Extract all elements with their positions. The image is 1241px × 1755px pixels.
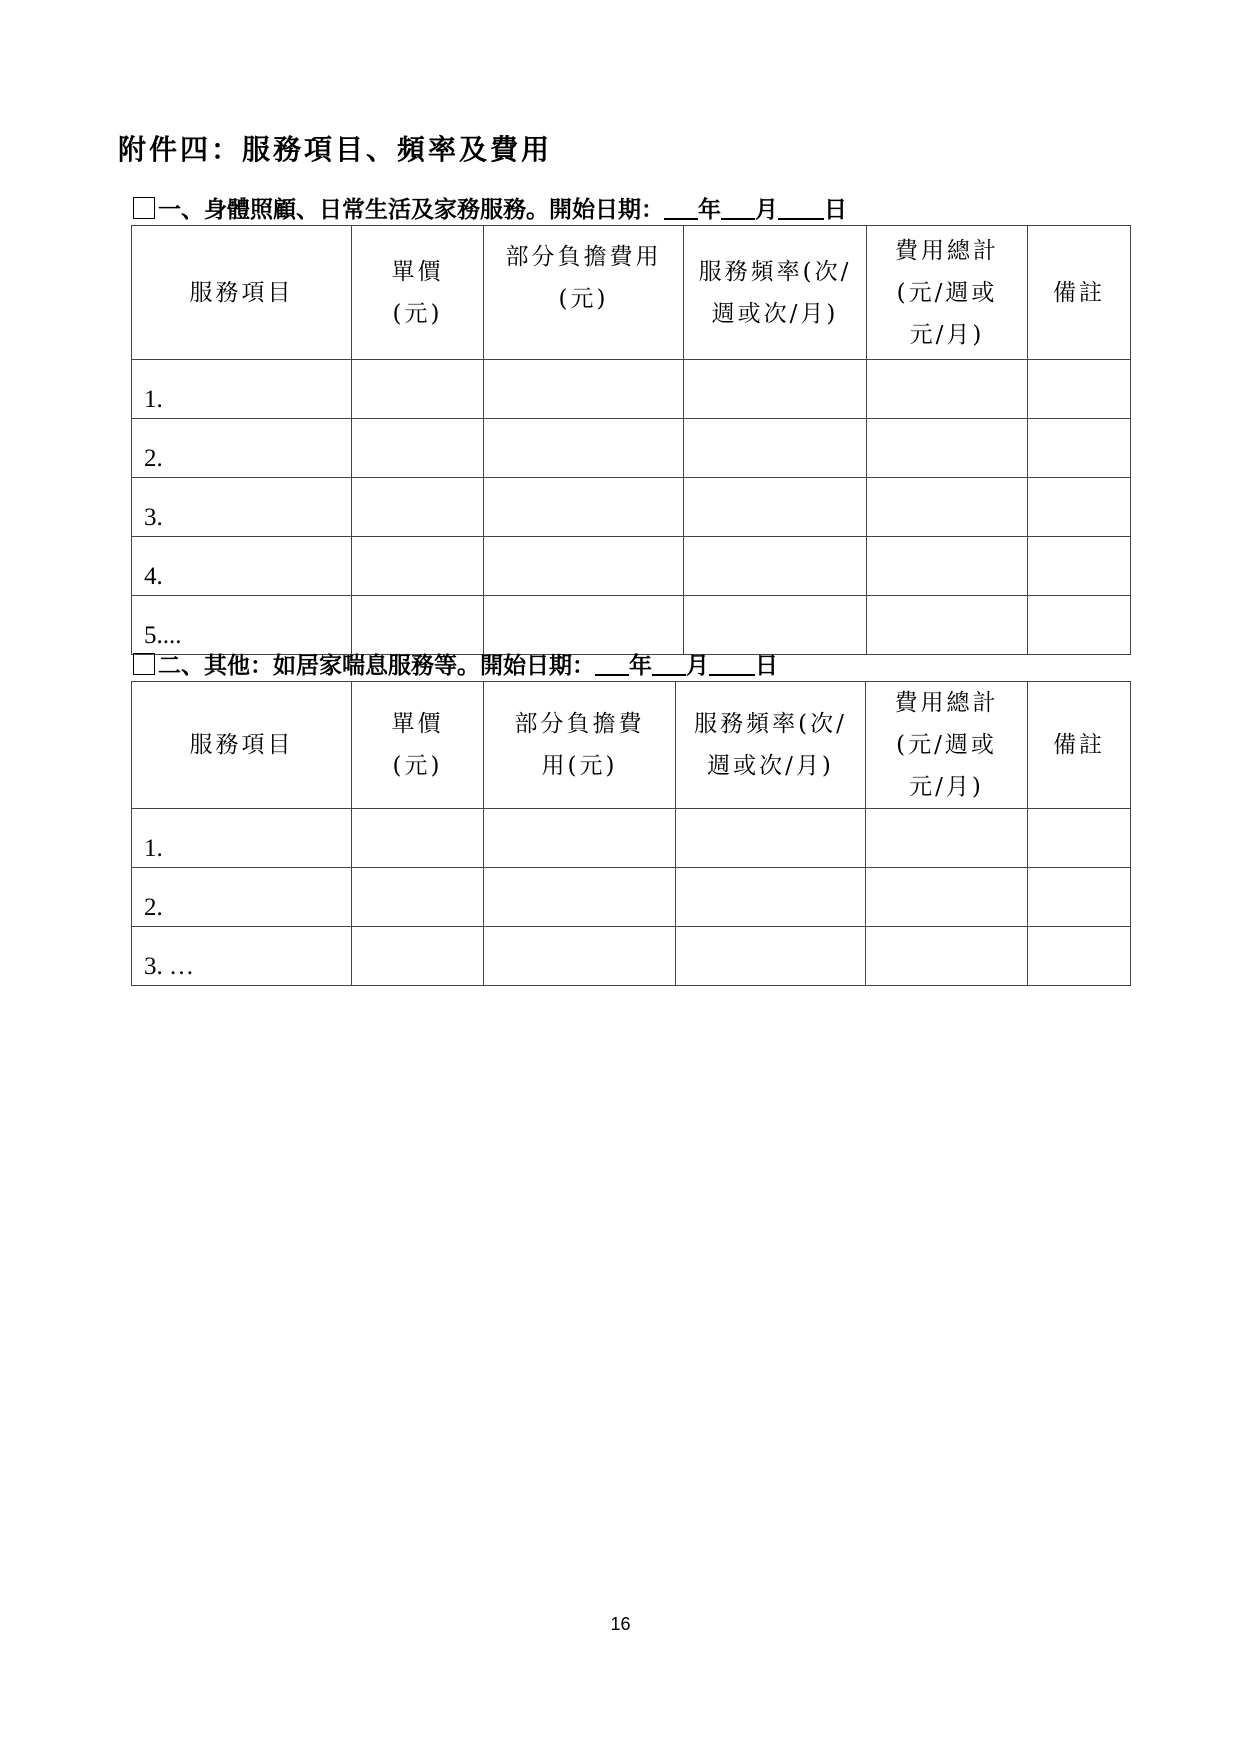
row-index: 3. [132, 478, 352, 537]
service-table-2 [131, 681, 1131, 986]
table-cell[interactable] [1028, 809, 1131, 868]
section-1-label: 一、身體照顧、日常生活及家務服務。開始日期： [158, 196, 664, 223]
header-service-item: 服務項目 [132, 682, 352, 809]
table-cell[interactable] [676, 809, 866, 868]
table-header-row [132, 226, 1131, 360]
header-copayment: 部分負擔費用(元) [484, 226, 684, 360]
table-cell[interactable] [352, 927, 484, 986]
table-row [132, 419, 1131, 478]
year-label: 年 [698, 196, 721, 223]
table-cell[interactable] [867, 360, 1028, 419]
row-index: 3. … [132, 927, 352, 986]
table-cell[interactable] [676, 868, 866, 927]
table-cell[interactable] [352, 868, 484, 927]
table-cell[interactable] [484, 419, 684, 478]
table-cell[interactable] [484, 809, 676, 868]
table-cell[interactable] [484, 537, 684, 596]
table-cell[interactable] [1028, 419, 1131, 478]
table-cell[interactable] [484, 478, 684, 537]
table-cell[interactable] [866, 868, 1028, 927]
table-cell[interactable] [867, 596, 1028, 655]
table-cell[interactable] [1028, 868, 1131, 927]
table-cell[interactable] [1028, 927, 1131, 986]
table-cell[interactable] [352, 478, 484, 537]
header-copayment: 部分負擔費用(元) [484, 682, 676, 809]
header-remarks: 備註 [1028, 226, 1131, 360]
section-2-label: 二、其他：如居家喘息服務等。開始日期： [158, 652, 595, 679]
table-cell[interactable] [484, 360, 684, 419]
table-row [132, 537, 1131, 596]
table-row [132, 868, 1131, 927]
year-blank[interactable] [664, 196, 698, 220]
table-cell[interactable] [867, 419, 1028, 478]
row-index: 5.... [132, 596, 352, 655]
day-label: 日 [755, 652, 778, 679]
header-frequency: 服務頻率(次/週或次/月) [676, 682, 866, 809]
table-cell[interactable] [1028, 478, 1131, 537]
row-index: 2. [132, 419, 352, 478]
row-index: 2. [132, 868, 352, 927]
month-label: 月 [755, 196, 778, 223]
table-cell[interactable] [867, 478, 1028, 537]
table-cell[interactable] [867, 537, 1028, 596]
row-index: 1. [132, 809, 352, 868]
month-blank[interactable] [652, 652, 686, 676]
row-index: 4. [132, 537, 352, 596]
month-blank[interactable] [721, 196, 755, 220]
table-cell[interactable] [352, 596, 484, 655]
row-index: 1. [132, 360, 352, 419]
service-table-1 [131, 225, 1131, 655]
header-remarks: 備註 [1028, 682, 1131, 809]
day-blank[interactable] [709, 652, 755, 676]
table-row [132, 596, 1131, 655]
table-cell[interactable] [684, 478, 867, 537]
header-unit-price: 單價(元) [352, 226, 484, 360]
table-cell[interactable] [352, 809, 484, 868]
day-blank[interactable] [778, 196, 824, 220]
table-row [132, 478, 1131, 537]
table-cell[interactable] [1028, 596, 1131, 655]
table-cell[interactable] [1028, 537, 1131, 596]
table-cell[interactable] [684, 537, 867, 596]
table-cell[interactable] [484, 927, 676, 986]
header-service-item: 服務項目 [132, 226, 352, 360]
document-title: 附件四：服務項目、頻率及費用 [118, 133, 553, 166]
table-cell[interactable] [684, 419, 867, 478]
table-cell[interactable] [684, 360, 867, 419]
table-cell[interactable] [352, 360, 484, 419]
header-total-cost: 費用總計(元/週或元/月) [867, 226, 1028, 360]
table-cell[interactable] [676, 927, 866, 986]
year-blank[interactable] [595, 652, 629, 676]
table-cell[interactable] [352, 419, 484, 478]
table-cell[interactable] [484, 868, 676, 927]
month-label: 月 [686, 652, 709, 679]
year-label: 年 [629, 652, 652, 679]
table-cell[interactable] [866, 809, 1028, 868]
section-1-heading [133, 191, 847, 224]
table-row [132, 927, 1131, 986]
section-2-heading [133, 647, 778, 680]
table-header-row [132, 682, 1131, 809]
table-cell[interactable] [684, 596, 867, 655]
header-frequency: 服務頻率(次/週或次/月) [684, 226, 867, 360]
table-row [132, 809, 1131, 868]
header-unit-price: 單價(元) [352, 682, 484, 809]
header-total-cost: 費用總計(元/週或元/月) [866, 682, 1028, 809]
section-1-checkbox[interactable] [133, 197, 155, 219]
table-cell[interactable] [352, 537, 484, 596]
section-2-checkbox[interactable] [133, 653, 155, 675]
day-label: 日 [824, 196, 847, 223]
page-number: 16 [610, 1614, 631, 1634]
table-cell[interactable] [484, 596, 684, 655]
table-cell[interactable] [866, 927, 1028, 986]
table-cell[interactable] [1028, 360, 1131, 419]
table-row [132, 360, 1131, 419]
